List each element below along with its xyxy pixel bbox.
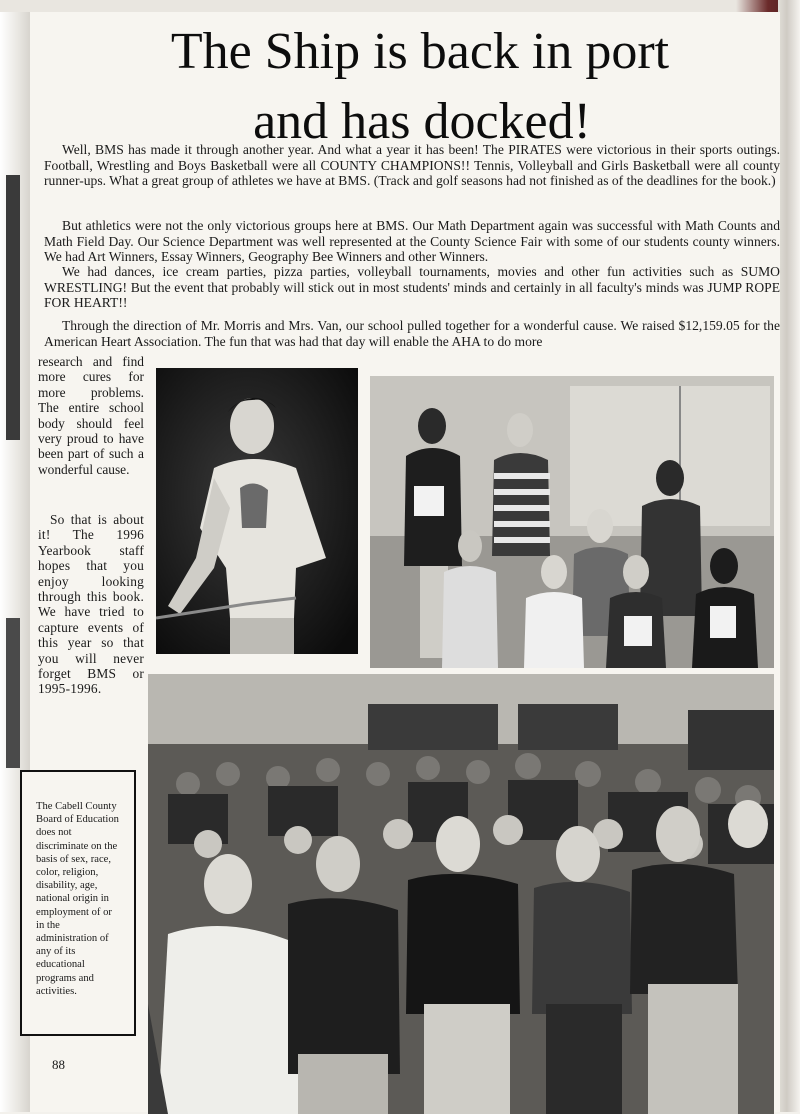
paragraph-athletics: Well, BMS has made it through another year. And what a year it has been! The PIRATES were victorious in their sports outings. Football, Wrestling and Boys Basketball were all COUNTY CHAMPIONS!! Tennis, Volleyball and Girls Basketball were all county runner-ups. What a great group of athletes we have at BMS. (Track and golf seasons had not finished as of the deadlines for the book.) (44, 142, 780, 189)
paragraph-jump-rope: Through the direction of Mr. Morris and Mrs. Van, our school pulled together for a wonderful cause. We raised $12,159.05 for the American Heart Association. The fun that was had that day will enable the AHA to do more (44, 318, 780, 349)
photo-students-classroom (370, 376, 774, 668)
binding-shadow (6, 175, 20, 440)
column-text-closing: So that is about it! The 1996 Yearbook staff hopes that you enjoy looking through this book. We have tried to capture events of this year so that you will never forget BMS or 1995-1996. (38, 512, 144, 697)
column-text-cures: research and find more cures for more problems. The entire school body should feel very proud to have been part of such a wonderful cause. (38, 354, 144, 477)
yearbook-page (30, 12, 780, 1112)
nondiscrimination-notice-box (20, 770, 136, 1036)
page-number: 88 (52, 1057, 65, 1072)
right-page-edge (778, 0, 800, 1112)
photo-students-bleachers (148, 674, 774, 1114)
paragraph-activities: We had dances, ice cream parties, pizza parties, volleyball tournaments, movies and other fun activities such as SUMO WRESTLING! But the event that probably will stick out in most students' minds and certainly in all faculty's minds was JUMP ROPE FOR HEART!! (44, 264, 780, 311)
photo-boy-jump-rope (156, 368, 358, 654)
binding-shadow (6, 618, 20, 768)
headline-line-2: and has docked! (253, 93, 591, 150)
headline-line-1: The Ship is back in port (170, 23, 670, 80)
top-edge (0, 0, 800, 12)
nondiscrimination-notice: The Cabell County Board of Education does not discriminate on the basis of sex, race, color, religion, disability, age, national origin in employment of or in the administration of any of its educational programs and activities. (36, 801, 119, 997)
paragraph-academics: But athletics were not the only victorious groups here at BMS. Our Math Department again was successful with Math Counts and Math Field Day. Our Science Department was well represented at the County Science Fair with some of our students county winners. We had Art Winners, Essay Winners, Geography Bee Winners and other Winners. (44, 218, 780, 265)
